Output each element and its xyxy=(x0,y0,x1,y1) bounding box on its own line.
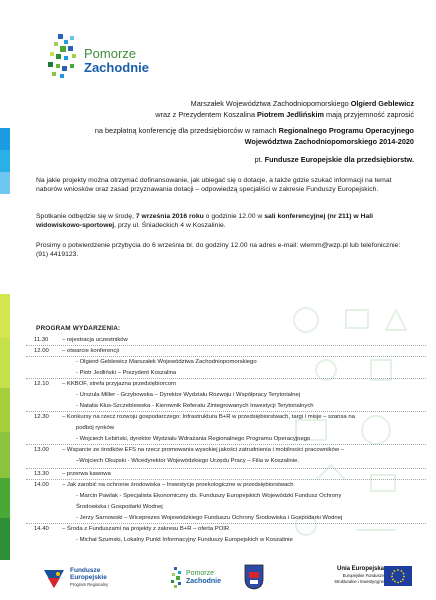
intro-line-5: pt. Fundusze Europejskie dla przedsiębiorstw. xyxy=(254,155,414,164)
program-row xyxy=(34,347,119,355)
logo-word-pomorze: Pomorze xyxy=(84,46,137,61)
program-text: – Środa z Funduszami na projekty z zakresu B+R – oferta POIR xyxy=(62,526,230,532)
program-subrow: - Marcin Pawlak - Specjalista Ekonomiczny ds. Funduszy Europejskich Wojewódzki Fundusz Ochrony xyxy=(76,493,342,499)
intro-line-3: na bezpłatną konferencję dla przedsiębiorców w ramach Regionalnego Programu Operacyjnego xyxy=(94,126,414,135)
program-subrow: podbój rynków xyxy=(76,425,114,431)
program-separator xyxy=(26,378,426,379)
pomorze-zachodnie-footer-text: Pomorze Zachodnie xyxy=(186,570,222,585)
program-text: – KKBOF, strefa przyjazna przedsiębiorcom xyxy=(62,381,176,387)
program-separator xyxy=(26,411,426,412)
program-row xyxy=(34,481,294,489)
program-text: – Konkursy na rzecz rozwoju gospodarczego: Infrastruktura B+R w przedsiębiorstwach, targi i misje – szansa na xyxy=(62,414,355,420)
intro-line-1: Marszałek Województwa Zachodniopomorskiego Olgierd Geblewicz xyxy=(190,99,414,108)
program-text: – rejestracja uczestników xyxy=(62,337,128,343)
program-text: – Wsparcie ze środków EFS na rzecz promowania wysokiej jakości zatrudnienia i mobilności pracowników – xyxy=(62,447,344,453)
program-subrow: –Wojciech Okupski - Wicedyrektor Wojewódzkiego Urzędu Pracy – Filia w Koszalinie. xyxy=(76,458,300,464)
program-text: – przerwa kawowa xyxy=(62,471,111,477)
program-row xyxy=(34,380,176,388)
program-separator xyxy=(26,468,426,469)
program-time: 12.00 xyxy=(34,348,49,354)
left-stripe-3 xyxy=(0,150,10,172)
fundusze-europejskie-icon xyxy=(42,568,66,590)
program-subrow: - Wojciech Łebiński, dyrektor Wydziału Wdrażania Regionalnego Programu Operacyjnego xyxy=(76,436,311,442)
left-stripe-4 xyxy=(0,172,10,194)
paragraph-meeting-info: Spotkanie odbędzie się w środę, 7 września 2016 roku o godzinie 12.00 w sali konferencyjnej (nr 211) w Hali widowiskowo-sportowej, przy ul. Śniadeckich 4 w Koszalinie. xyxy=(36,213,374,230)
program-text: – otwarcie konferencji xyxy=(62,348,119,354)
logo-word-zachodnie: Zachodnie xyxy=(84,60,150,75)
fundusze-europejskie-text: Fundusze Europejskie Program Regionalny xyxy=(70,567,109,587)
footer-logos xyxy=(0,560,436,600)
program-name: Regionalnego Programu Operacyjnego xyxy=(278,126,414,135)
eu-flag-icon xyxy=(384,566,412,586)
conference-title: Fundusze Europejskie dla przedsiębiorstw. xyxy=(264,155,414,164)
program-subrow: - Piotr Jedliński – Prezydent Koszalina xyxy=(76,370,177,376)
pomorze-zachodnie-logo xyxy=(44,32,154,92)
left-stripe-2 xyxy=(0,128,10,150)
program-subrow: - Urszula Miller - Grzybowska – Dyrektor Wydziału Rozwoju i Współpracy Terytorialnej xyxy=(76,392,301,398)
left-stripe-5 xyxy=(0,194,10,294)
left-stripe-1 xyxy=(0,0,10,128)
program-separator xyxy=(26,523,426,524)
program-text: – Jak zarobić na ochronie środowiska – Inwestycje proekologiczne w przedsiębiorstwach xyxy=(62,482,294,488)
program-separator xyxy=(26,356,426,357)
paragraph-description: Na jakie projekty można otrzymać dofinansowanie, jak ubiegać się o dotacje, a także gdzie szukać informacji na temat naborów wniosków oraz zasad przyznawania dotacji – odpowiedzą specjaliści w zakresie Funduszy Europejskich. xyxy=(36,177,392,194)
program-title: PROGRAM WYDARZENIA: xyxy=(36,325,121,332)
program-row xyxy=(34,336,128,344)
program-time: 11.30 xyxy=(34,337,49,343)
program-subrow: - Olgierd Geblewicz Marszałek Województwa Zachodniopomorskiego xyxy=(76,359,257,365)
marshal-name: Olgierd Geblewicz xyxy=(350,99,414,108)
intro-line-4: Województwa Zachodniopomorskiego 2014-2020 xyxy=(244,137,414,146)
program-row xyxy=(34,470,111,478)
program-row xyxy=(34,525,229,533)
pomorze-zachodnie-footer-icon xyxy=(168,566,186,590)
koszalin-coat-of-arms-icon xyxy=(244,564,264,590)
left-stripe-9 xyxy=(0,432,10,478)
program-time: 12.10 xyxy=(34,381,49,387)
program-time: 14.00 xyxy=(34,482,49,488)
intro-line-2: wraz z Prezydentem Koszalina Piotrem Jedlińskim mają przyjemność zaprosić xyxy=(155,110,414,119)
program-subrow: - Jerzy Sarnowski – Wiceprezes Wojewódzkiego Funduszu Ochrony Środowiska i Gospodarki Wodnej xyxy=(76,515,343,521)
left-stripe-10 xyxy=(0,478,10,518)
left-stripe-6 xyxy=(0,294,10,338)
program-subrow: - Michał Szumski, Lokalny Punkt Informacyjny Funduszy Europejskich w Koszalinie xyxy=(76,537,293,543)
program-subrow: Środowiska i Gospodarki Wodnej xyxy=(76,504,163,510)
left-stripe-7 xyxy=(0,338,10,388)
program-time: 13.30 xyxy=(34,471,49,477)
program-subrow: - Natalia Kłus-Szczeblewska - Kierownik Referatu Zintegrowanych Inwestycji Terytorialnych xyxy=(76,403,314,409)
eu-text: Unia Europejska Europejskie Fundusze Strukturalne i Inwestycyjne xyxy=(334,566,384,584)
program-row xyxy=(34,413,355,421)
program-time: 12.30 xyxy=(34,414,49,420)
left-stripe-8 xyxy=(0,388,10,432)
president-name: Piotrem Jedlińskim xyxy=(257,110,324,119)
background-decoration-icons xyxy=(276,300,426,550)
program-separator xyxy=(26,479,426,480)
logo-mosaic-icon xyxy=(44,32,84,82)
left-stripe-11 xyxy=(0,518,10,560)
program-row xyxy=(34,446,344,454)
program-time: 13.00 xyxy=(34,447,49,453)
program-separator xyxy=(26,345,426,346)
program-separator xyxy=(26,444,426,445)
paragraph-rsvp: Prosimy o potwierdzenie przybycia do 6 września br. do godziny 12.00 na adres e-mail: wlemm@wzp.pl lub telefonicznie: (91) 4419123. xyxy=(36,242,401,259)
program-time: 14.40 xyxy=(34,526,49,532)
